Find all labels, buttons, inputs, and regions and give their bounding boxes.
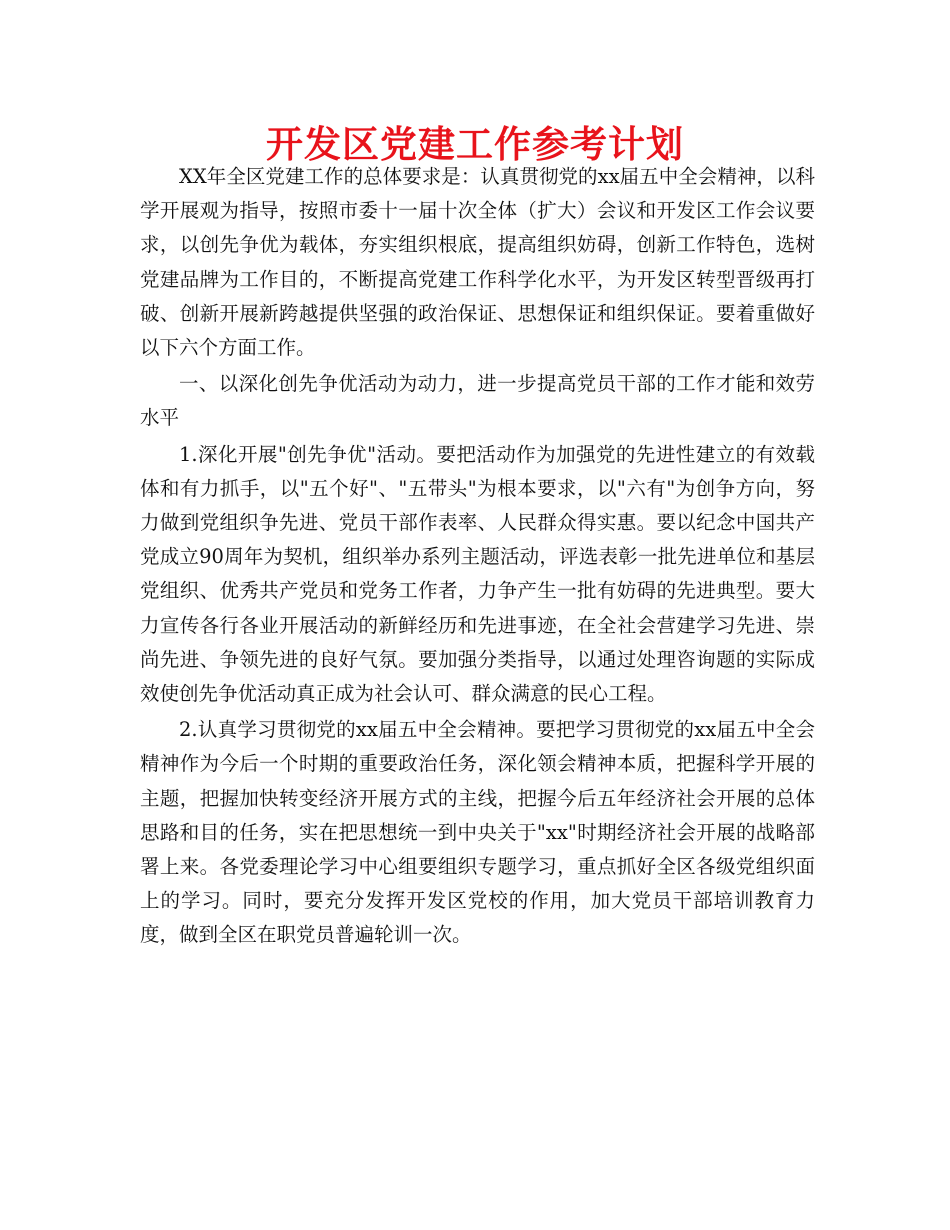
paragraph-section-heading: 一、以深化创先争优活动为动力，进一步提高党员干部的工作才能和效劳水平: [140, 372, 815, 430]
document-body: [140, 160, 815, 953]
paragraph-item-1: 1.深化开展"创先争优"活动。要把活动作为加强党的先进性建立的有效载体和有力抓手，以"五个好"、"五带头"为根本要求，以"六有"为创争方向，努力做到党组织争先进、党员干部作表率、人民群众得实惠。要以纪念中国共产党成立90周年为契机，组织举办系列主题活动，评选表彰一批先进单位和基层党组织、优秀共产党员和党务工作者，力争产生一批有妨碍的先进典型。要大力宣传各行各业开展活动的新鲜经历和先进事迹，在全社会营建学习先进、崇尚先进、争领先进的良好气氛。要加强分类指导，以通过处理咨询题的实际成效使创先争优活动真正成为社会认可、群众满意的民心工程。: [140, 442, 815, 706]
paragraph-item-2: 2.认真学习贯彻党的xx届五中全会精神。要把学习贯彻党的xx届五中全会精神作为今后一个时期的重要政治任务，深化领会精神本质，把握科学开展的主题，把握加快转变经济开展方式的主线，把握今后五年经济社会开展的总体思路和目的任务，实在把思想统一到中央关于"xx"时期经济社会开展的战略部署上来。各党委理论学习中心组要组织专题学习，重点抓好全区各级党组织面上的学习。同时，要充分发挥开发区党校的作用，加大党员干部培训教育力度，做到全区在职党员普遍轮训一次。: [140, 718, 815, 947]
paragraph-intro: XX年全区党建工作的总体要求是：认真贯彻党的xx届五中全会精神，以科学开展观为指导，按照市委十一届十次全体（扩大）会议和开发区工作会议要求，以创先争优为载体，夯实组织根底，提高组织妨碍，创新工作特色，选树党建品牌为工作目的，不断提高党建工作科学化水平，为开发区转型晋级再打破、创新开展新跨越提供坚强的政治保证、思想保证和组织保证。要着重做好以下六个方面工作。: [140, 165, 815, 360]
document-title: 开发区党建工作参考计划: [266, 123, 684, 166]
